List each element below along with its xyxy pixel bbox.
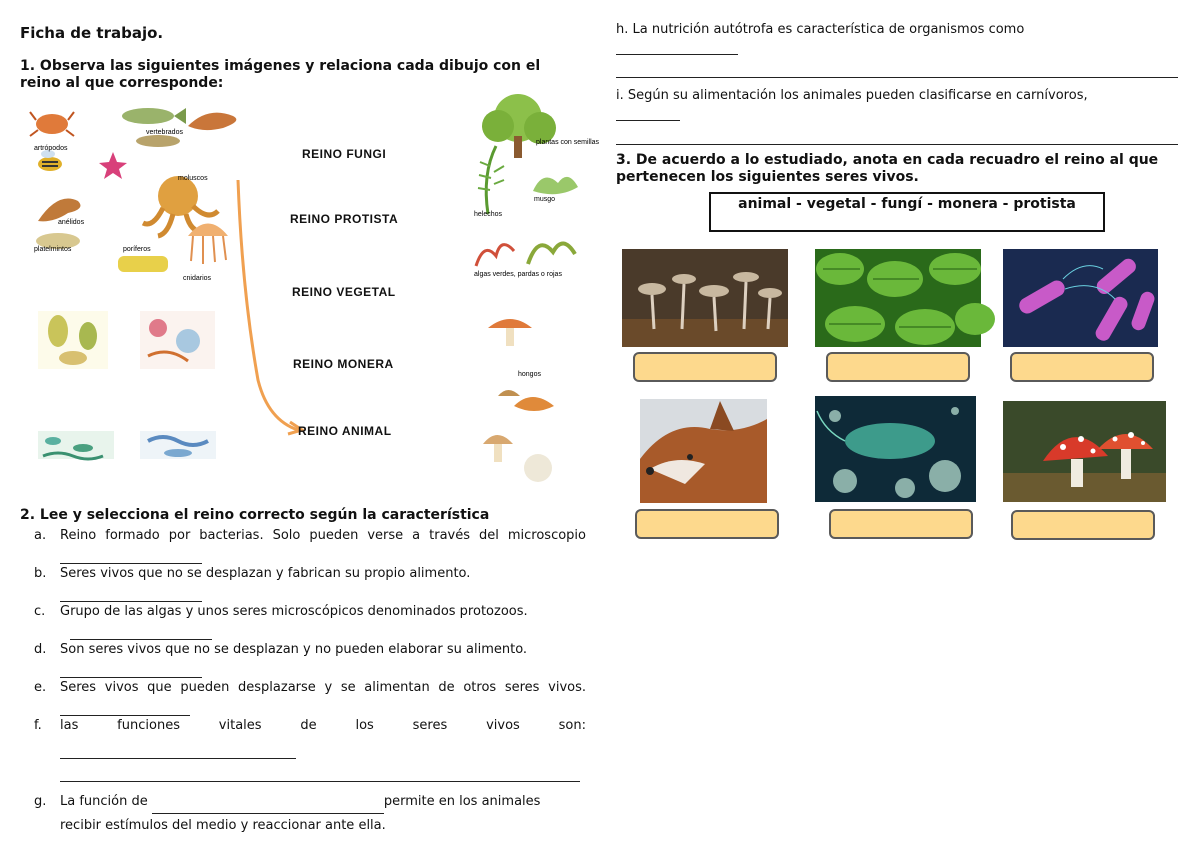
item-f: f. las funciones vitales de los seres vivos son: (34, 718, 586, 733)
animal-label-cnidarians: cnidarios (183, 275, 212, 282)
algae-icon (476, 243, 575, 266)
answer-line-h1[interactable] (616, 54, 738, 55)
plant-label-seed: plantas con semillas (536, 139, 600, 146)
fox-photo (640, 399, 767, 503)
answer-blank-g[interactable] (152, 799, 384, 814)
worm-icon (38, 199, 80, 222)
answer-box-mushrooms[interactable] (633, 352, 777, 382)
answer-box-protist[interactable] (829, 509, 973, 539)
answer-line-i1[interactable] (616, 120, 680, 121)
mushrooms-photo (622, 249, 788, 347)
plant-label-ferns: helechos (474, 211, 503, 218)
fish-icon (122, 108, 186, 124)
kingdom-monera: REINO MONERA (293, 357, 394, 371)
word-bank: animal - vegetal - fungí - monera - protista (709, 192, 1105, 232)
sponge-icon (118, 256, 168, 272)
plant-label-moss: musgo (534, 196, 556, 203)
answer-box-leaves[interactable] (826, 352, 970, 382)
animal-label-molluscs: moluscos (178, 175, 208, 182)
answer-blank-e[interactable] (60, 701, 190, 716)
moss-icon (533, 177, 578, 194)
animal-label-arthropods: artrópodos (34, 145, 68, 152)
fungi-label: hongos (518, 371, 541, 378)
leaves-photo (815, 249, 981, 347)
item-b: b. Seres vivos que no se desplazan y fabrican su propio alimento. (60, 564, 586, 602)
kingdom-fungi: REINO FUNGI (302, 147, 387, 161)
animal-label-sponges: poríferos (123, 246, 151, 253)
starfish-icon (99, 152, 127, 179)
question-2: 2. Lee y selecciona el reino correcto según la característica (20, 507, 490, 523)
tree-icon (482, 94, 556, 158)
question-1: 1. Observa las siguientes imágenes y relaciona cada dibujo con el reino al que corresponde: (20, 58, 541, 91)
amanita-photo (1003, 401, 1166, 502)
animal-label-vertebrates: vertebrados (146, 129, 183, 136)
crab-icon (30, 112, 74, 136)
answer-blank-b[interactable] (60, 587, 202, 602)
answer-blank-a[interactable] (60, 549, 202, 564)
bacteria-photo (1003, 249, 1158, 347)
fern-icon (478, 146, 504, 214)
answer-line-f1[interactable] (60, 758, 296, 759)
answer-box-fox[interactable] (635, 509, 779, 539)
item-h: h. La nutrición autótrofa es característica de organismos como (616, 22, 1025, 37)
mushroom-icon (483, 319, 554, 482)
item-d: d. Son seres vivos que no se desplazan y no pueden elaborar su alimento. (60, 640, 586, 678)
protist-icon (38, 311, 215, 369)
kingdom-vegetal: REINO VEGETAL (292, 285, 396, 299)
animal-label-annelids: anélidos (58, 219, 85, 226)
item-e: e. Seres vivos que pueden desplazarse y se alimentan de otros seres vivos. (60, 678, 586, 716)
item-a: a. Reino formado por bacterias. Solo pueden verse a través del microscopio (60, 526, 586, 564)
answer-box-bacteria[interactable] (1010, 352, 1154, 382)
item-c: c. Grupo de las algas y unos seres microscópicos denominados protozoos. (60, 602, 586, 640)
answer-blank-d[interactable] (60, 663, 202, 678)
worksheet-title: Ficha de trabajo. (20, 24, 164, 42)
item-g: g. La función de permite en los animales recibir estímulos del medio y reaccionar ante ella. (34, 794, 541, 833)
answer-line-f2[interactable] (60, 781, 580, 782)
answer-line-i2[interactable] (616, 144, 1178, 145)
item-i: i. Según su alimentación los animales pueden clasificarse en carnívoros, (616, 88, 1088, 103)
answer-box-amanita[interactable] (1011, 510, 1155, 540)
bacteria-icon (38, 431, 216, 459)
plant-label-algae: algas verdes, pardas o rojas (474, 271, 562, 278)
protist-photo (815, 396, 976, 502)
question-3: 3. De acuerdo a lo estudiado, anota en cada recuadro el reino al que pertenecen los siguientes seres vivos. (616, 152, 1159, 185)
kingdom-protista: REINO PROTISTA (290, 212, 399, 226)
answer-blank-c[interactable] (70, 625, 212, 640)
animal-label-flatworms: platelmintos (34, 246, 72, 253)
bee-icon (38, 150, 62, 171)
kingdom-animal: REINO ANIMAL (298, 424, 392, 438)
lizard-icon (188, 113, 236, 130)
answer-line-h2[interactable] (616, 77, 1178, 78)
